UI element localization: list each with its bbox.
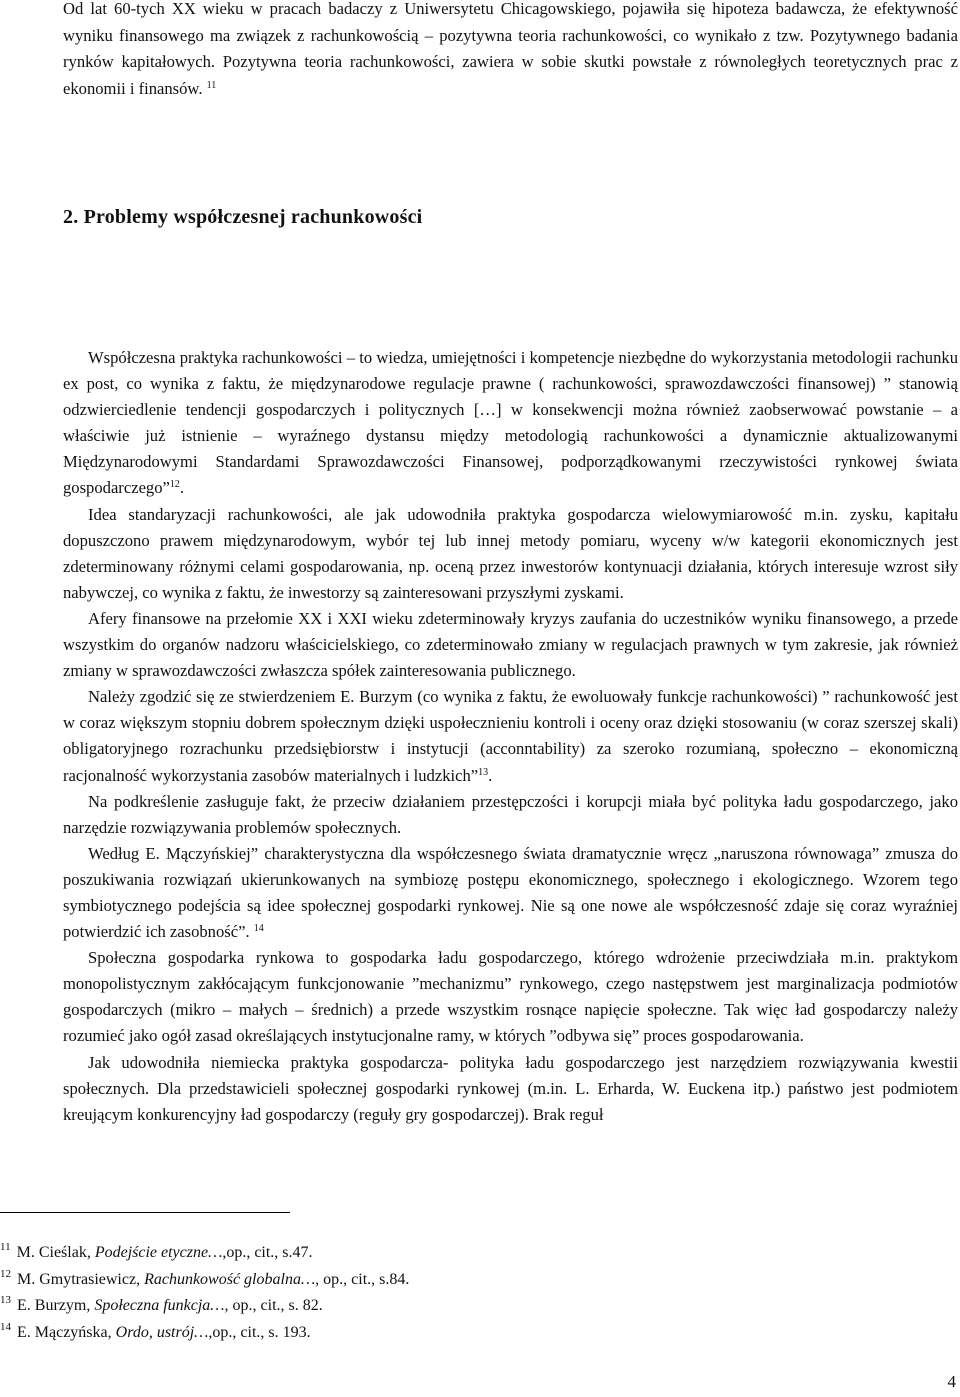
paragraph-5: Na podkreślenie zasługuje fakt, że przeciw działaniem przestępczości i korupcji miała być polityka ładu gospodarczego, jako narzędzie rozwiązywania problemów społecznych. xyxy=(63,791,958,837)
footnote-number: 13 xyxy=(0,1294,11,1306)
footnote-title: Rachunkowość globalna…, xyxy=(144,1270,320,1288)
footnote-13 xyxy=(0,1293,409,1320)
paragraph-2: Idea standaryzacji rachunkowości, ale jak udowodniła praktyka gospodarcza wielowymiarowość m.in. zysku, kapitału dopuszczono prawem międzynarodowym, wybór tej lub innej metody pomiaru, wyceny w/w kategorii ekonomicznych jest zdeterminowany różnymi celami gospodarowania, np. oceną przez inwestorów kontynuacji działania, których interesuje wzrost siły nabywczej, co wynika z faktu, że inwestorzy są zainteresowani przyszłymi zyskami. xyxy=(63,504,958,602)
paragraph-1-end: . xyxy=(179,478,185,498)
footnote-14 xyxy=(0,1320,409,1347)
footnote-ref-11[interactable]: 11 xyxy=(206,79,217,91)
paragraph-6 xyxy=(63,841,958,945)
footnote-ref-13[interactable]: 13 xyxy=(478,766,489,778)
paragraph-8: Jak udowodniła niemiecka praktyka gospodarcza- polityka ładu gospodarczego jest narzędziem rozwiązywania kwestii społecznych. Dla przedstawicieli społecznej gospodarki rynkowej (m.in. L. Erharda, W. Euckena itp.) państwo jest podmiotem kreującym konkurencyjny ład gospodarczy (reguły gry gospodarczej). Brak reguł xyxy=(63,1052,958,1124)
footnote-11 xyxy=(0,1240,409,1267)
paragraph-4 xyxy=(63,684,958,788)
footnote-title: Ordo, ustrój… xyxy=(115,1323,209,1341)
paragraph-1 xyxy=(63,345,958,502)
footnote-number: 11 xyxy=(0,1241,11,1253)
footnote-author: E. Burzym, xyxy=(17,1297,95,1314)
footnote-citation: ,op., cit., s.47. xyxy=(222,1244,313,1261)
paragraph-3: Afery finansowe na przełomie XX i XXI wieku zdeterminowały kryzys zaufania do uczestników wyniku finansowego, a przede wszystkim do organów nadzoru właścicielskiego, co zdeterminowało zmiany w regulacjach prawnych w tym zakresie, jak również zmiany w sprawozdawczości zwłaszcza spółek zainteresowania publicznego. xyxy=(63,608,958,681)
section-heading: 2. Problemy współczesnej rachunkowości xyxy=(63,206,423,228)
paragraph-6-text: Według E. Mączyńskiej” charakterystyczna dla współczesnego świata dramatycznie wręcz „naruszona równowaga” zmusza do poszukiwania rozwiązań ukierunkowanych na symbiozę postępu ekonomicznego, społecznego i ekologicznego. Wzorem tego symbiotycznego podejścia są idee społecznej gospodarki rynkowej. Nie są one nowe ale współczesność zdaje się coraz wyraźniej potwierdzić ich zasobność”. xyxy=(63,843,958,942)
intro-text: Od lat 60-tych XX wieku w pracach badaczy z Uniwersytetu Chicagowskiego, pojawiła się hipoteza badawcza, że efektywność wyniku finansowego ma związek z rachunkowością – pozytywna teoria rachunkowości, co wynikało z tzw. Pozytywnego badania rynków kapitałowych. Pozytywna teoria rachunkowości, zawiera w sobie skutki powstałe z równoległych teoretycznych prac z ekonomii i finansów. xyxy=(63,0,958,98)
footnote-author: M. Cieślak, xyxy=(16,1244,95,1261)
page-number: 4 xyxy=(947,1372,956,1391)
paragraph-7: Społeczna gospodarka rynkowa to gospodarka ładu gospodarczego, którego wdrożenie przeciwdziała m.in. praktykom monopolistycznym zakłócającym funkcjonowanie ”mechanizmu” rynkowego, czego następstwem jest marginalizacja podmiotów gospodarczych (mikro – małych – średnich) a przede wszystkim rosnące napięcie społeczne. Tak więc ład gospodarczy należy rozumieć jako ogół zasad określających instytucjonalne ramy, w których ”odbywa się” proces gospodarowania. xyxy=(63,948,958,1046)
footnote-ref-12[interactable]: 12 xyxy=(169,479,180,491)
footnote-citation: ,op., cit., s. 193. xyxy=(208,1323,311,1341)
footnote-title: Społeczna funkcja…, xyxy=(94,1297,229,1314)
intro-paragraph xyxy=(63,0,958,102)
footnote-separator xyxy=(0,1212,290,1213)
footnote-citation: op., cit., s.84. xyxy=(319,1270,410,1288)
footnote-title: Podejście etyczne… xyxy=(94,1244,223,1261)
footnotes xyxy=(0,1240,409,1346)
paragraph-4-end: . xyxy=(488,765,493,785)
footnote-ref-14[interactable]: 14 xyxy=(253,923,264,935)
footnote-author: E. Mączyńska, xyxy=(17,1323,116,1341)
footnote-number: 12 xyxy=(0,1267,11,1280)
footnote-12 xyxy=(0,1267,409,1294)
footnote-author: M. Gmytrasiewicz, xyxy=(17,1270,145,1288)
footnote-citation: op., cit., s. 82. xyxy=(228,1297,323,1314)
section-body xyxy=(63,345,958,1128)
footnote-number: 14 xyxy=(0,1320,11,1333)
paragraph-4-text: Należy zgodzić się ze stwierdzeniem E. Burzym (co wynika z faktu, że ewoluowały funkcje rachunkowości) ” rachunkowość jest w coraz większym stopniu dobrem społecznym dzięki uspołecznieniu kontroli i oceny oraz dzięki stosowaniu (w coraz szerszej skali) obligatoryjnego rozrachunku przedsiębiorstw i instytucji (acconntability) za szeroko rozumianą, społeczno – ekonomiczną racjonalność wykorzystania zasobów materialnych i ludzkich” xyxy=(63,687,958,785)
paragraph-1-text: Współczesna praktyka rachunkowości – to wiedza, umiejętności i kompetencje niezbędne do wykorzystania metodologii rachunku ex post, co wynika z faktu, że międzynarodowe regulacje prawne ( rachunkowości, sprawozdawczości finansowej) ” stanowią odzwierciedlenie tendencji gospodarczych i politycznych […] w konsekwencji można również zaobserwować powstanie – a właściwie już istnienie – wyraźnego dystansu między metodologią rachunkowości a dynamicznie aktualizowanymi Międzynarodowymi Standardami Sprawozdawczości Finansowej, podporządkowanymi rzeczywistości rynkowej świata gospodarczego” xyxy=(63,348,958,498)
